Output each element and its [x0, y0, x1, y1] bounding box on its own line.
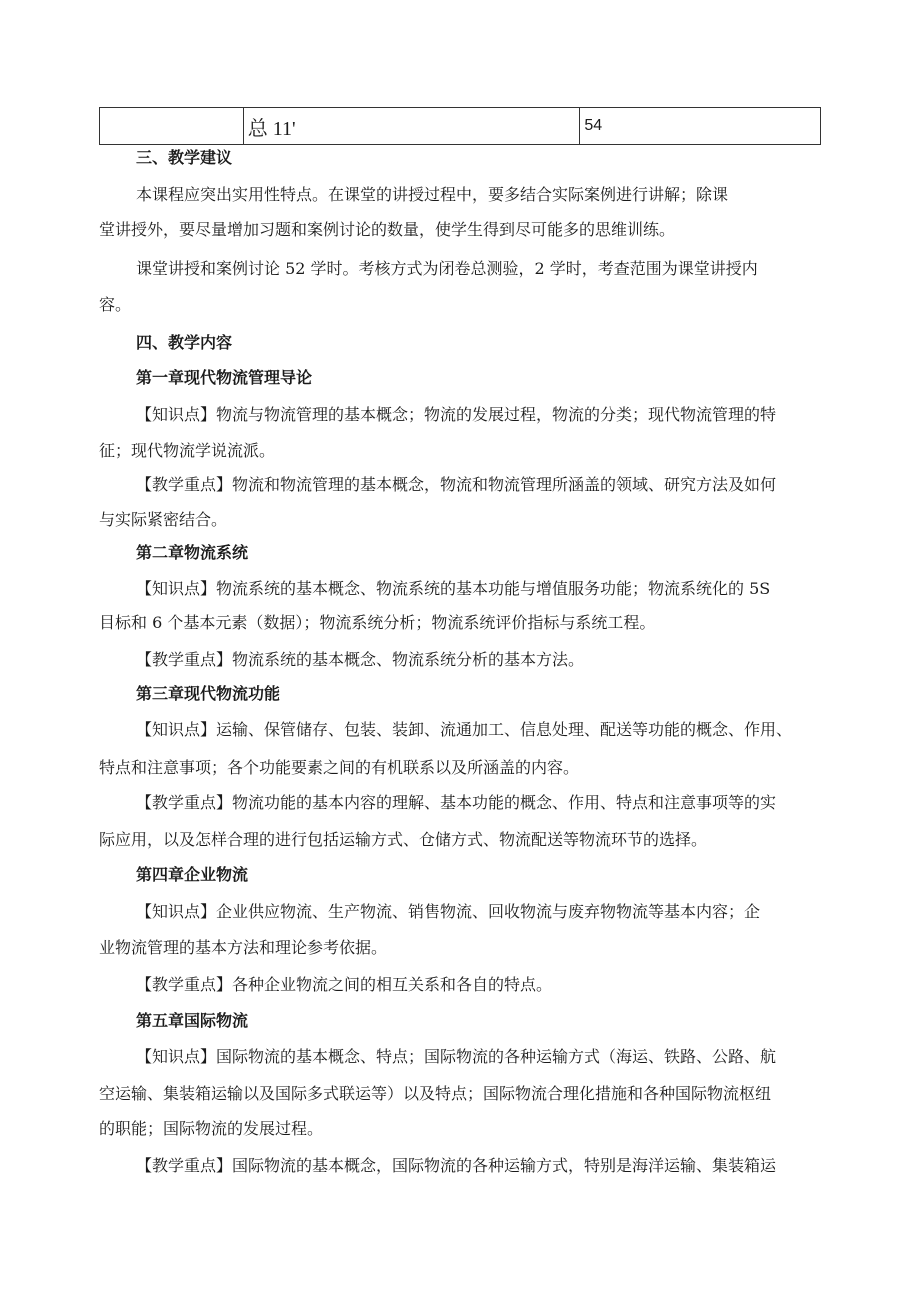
- chapter-title: 第一章现代物流管理导论: [136, 368, 313, 387]
- key-points-line: 【教学重点】物流功能的基本内容的理解、基本功能的概念、作用、特点和注意事项等的实: [136, 793, 777, 812]
- total-label: 总 11': [247, 117, 296, 140]
- knowledge-points-line: 空运输、集装箱运输以及国际多式联运等）以及特点；国际物流合理化措施和各种国际物流枢纽: [99, 1084, 772, 1103]
- key-points-line: 【教学重点】各种企业物流之间的相互关系和各自的特点。: [136, 975, 553, 994]
- key-points-line: 际应用，以及怎样合理的进行包括运输方式、仓储方式、物流配送等物流环节的选择。: [99, 830, 708, 849]
- section-heading-teaching-advice: 三、教学建议: [136, 148, 233, 167]
- knowledge-points-line: 【知识点】企业供应物流、生产物流、销售物流、回收物流与废弃物物流等基本内容；企: [136, 902, 761, 921]
- key-points-line: 【教学重点】物流系统的基本概念、物流系统分析的基本方法。: [136, 650, 585, 669]
- paragraph-line: 容。: [99, 295, 132, 314]
- knowledge-points-line: 业物流管理的基本方法和理论参考依据。: [99, 938, 388, 957]
- section-heading-teaching-content: 四、教学内容: [136, 333, 233, 352]
- chapter-title: 第二章物流系统: [136, 543, 249, 562]
- knowledge-points-line: 【知识点】物流与物流管理的基本概念；物流的发展过程，物流的分类；现代物流管理的特: [136, 405, 777, 424]
- key-points-line: 与实际紧密结合。: [99, 510, 228, 529]
- table-cell-empty: [100, 108, 244, 145]
- table-cell-hours: 54: [580, 108, 821, 145]
- table-row: [100, 108, 821, 145]
- knowledge-points-line: 目标和 6 个基本元素（数据）；物流系统分析；物流系统评价指标与系统工程。: [99, 613, 656, 632]
- knowledge-points-line: 的职能；国际物流的发展过程。: [99, 1119, 324, 1138]
- hours-summary-table: [99, 107, 821, 145]
- key-points-line: 【教学重点】国际物流的基本概念，国际物流的各种运输方式，特别是海洋运输、集装箱运: [136, 1156, 777, 1175]
- paragraph-line: 本课程应突出实用性特点。在课堂的讲授过程中，要多结合实际案例进行讲解；除课: [136, 185, 729, 204]
- knowledge-points-line: 征；现代物流学说流派。: [99, 441, 276, 460]
- chapter-title: 第四章企业物流: [136, 865, 249, 884]
- chapter-title: 第三章现代物流功能: [136, 684, 281, 703]
- chapter-title: 第五章国际物流: [136, 1011, 249, 1030]
- key-points-line: 【教学重点】物流和物流管理的基本概念，物流和物流管理所涵盖的领域、研究方法及如何: [136, 475, 777, 494]
- knowledge-points-line: 【知识点】物流系统的基本概念、物流系统的基本功能与增值服务功能；物流系统化的 5S: [136, 579, 771, 598]
- knowledge-points-line: 【知识点】运输、保管储存、包装、装卸、流通加工、信息处理、配送等功能的概念、作用、: [136, 720, 793, 739]
- paragraph-line: 课堂讲授和案例讨论 52 学时。考核方式为闭卷总测验，2 学时，考查范围为课堂讲授内: [136, 259, 758, 278]
- table-cell-total: [243, 108, 580, 145]
- knowledge-points-line: 特点和注意事项；各个功能要素之间的有机联系以及所涵盖的内容。: [99, 758, 580, 777]
- knowledge-points-line: 【知识点】国际物流的基本概念、特点；国际物流的各种运输方式（海运、铁路、公路、航: [136, 1047, 777, 1066]
- paragraph-line: 堂讲授外，要尽量增加习题和案例讨论的数量，使学生得到尽可能多的思维训练。: [99, 220, 676, 239]
